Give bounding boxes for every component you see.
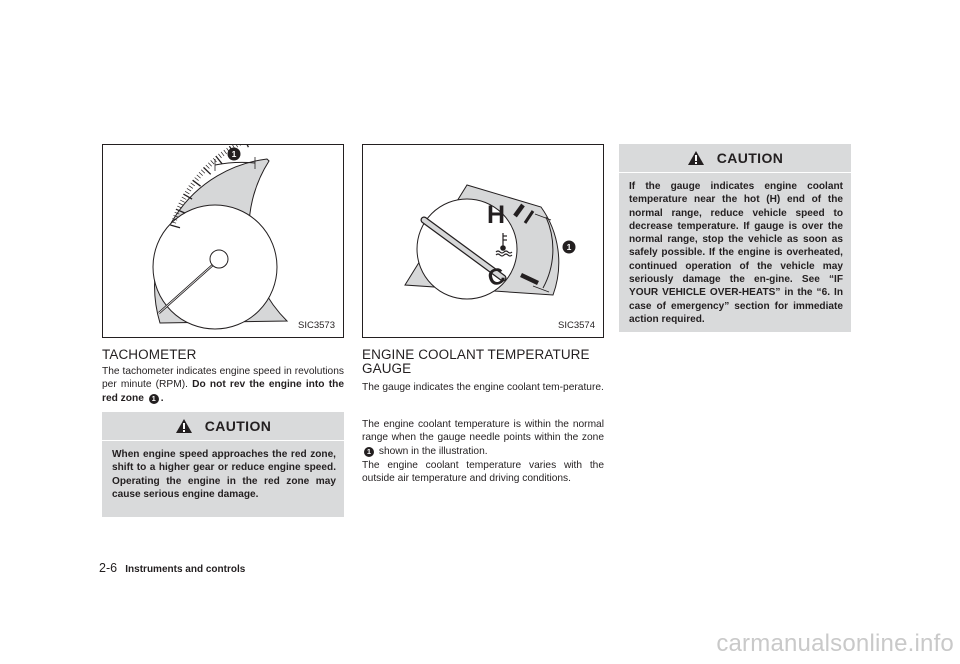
coolant-caution-box [619,144,851,332]
coolant-heading: ENGINE COOLANT TEMPERATURE GAUGE [362,347,590,376]
coolant-gauge-figure [362,144,604,338]
tachometer-tick [201,170,205,173]
zone-1-ref: 1 [149,394,159,404]
tachometer-tick [218,154,221,158]
figure-code: SIC3573 [298,320,335,331]
tachometer-tick [199,172,203,175]
tachometer-tick [191,183,195,186]
caution-text: When engine speed approaches the red zone, shift to a higher gear or reduce engine speed. Operating the engine in the red zone may cause serious engine damage. [112,449,336,500]
red-zone-warning: Do not rev the engine into the red zone [102,379,344,404]
tachometer-caution-box [102,412,344,517]
tachometer-tick [208,163,211,167]
caution-title: CAUTION [716,150,784,166]
tachometer-tick [197,175,201,178]
tachometer-hub [210,250,228,268]
tachometer-tick [180,200,184,202]
tachometer-tick [179,203,184,205]
watermark: carmanualsonline.info [716,630,954,657]
warning-icon [687,150,705,166]
caution-header [619,144,851,173]
tachometer-heading: TACHOMETER [102,347,197,362]
tachometer-description: The tachometer indicates engine speed in revolutions per minute (RPM). Do not rev the engine into the red zone 1 . [102,366,344,404]
caution-text: If the gauge indicates engine coolant temperature near the hot (H) end of the normal range, reduce vehicle speed to decrease temperature. If gauge is over the normal range, stop the vehicle as soon as safely possible. If the engine is overheated, continued operation of the vehicle may seriously damage the en-gine. See “IF YOUR VEHICLE OVER-HEATS” in the “6. In case of emergency” section for immediate action required. [629,181,843,325]
tachometer-figure [102,144,344,338]
tachometer-tick [189,186,193,189]
coolant-gauge-illustration [363,145,603,337]
tachometer-tick [211,160,214,164]
tachometer-tick [206,165,210,169]
coolant-para-3: The engine coolant temperature varies with the outside air temperature and driving conditions. [362,460,604,485]
figure-code: SIC3574 [558,320,595,331]
tachometer-tick [244,145,248,147]
zone-1-ref: 1 [364,447,374,457]
tachometer-tick [238,145,240,146]
tachometer-tick [195,178,199,181]
tachometer-tick [221,152,224,156]
callout-1-label: 1 [566,242,572,252]
page-number: 2-6 [99,561,118,575]
tachometer-tick [182,197,186,199]
coolant-para-1: The gauge indicates the engine coolant tem-perature. [362,382,604,393]
tachometer-tick [187,188,191,191]
warning-icon [175,418,193,434]
coolant-para-2: The engine coolant temperature is within the normal range when the gauge needle points within the zone 1 shown in the illustration. [362,419,604,457]
tachometer-illustration [103,145,343,337]
hot-label: H [487,201,506,229]
tachometer-tick [235,145,238,147]
page-footer [99,561,245,575]
caution-header [102,412,344,441]
tachometer-tick [185,191,189,194]
cold-label: C [484,261,509,292]
caution-title: CAUTION [204,418,272,434]
tachometer-tick [177,206,182,208]
callout-1-label: 1 [231,149,237,159]
chapter-title: Instruments and controls [125,564,246,575]
tachometer-tick [224,150,227,154]
